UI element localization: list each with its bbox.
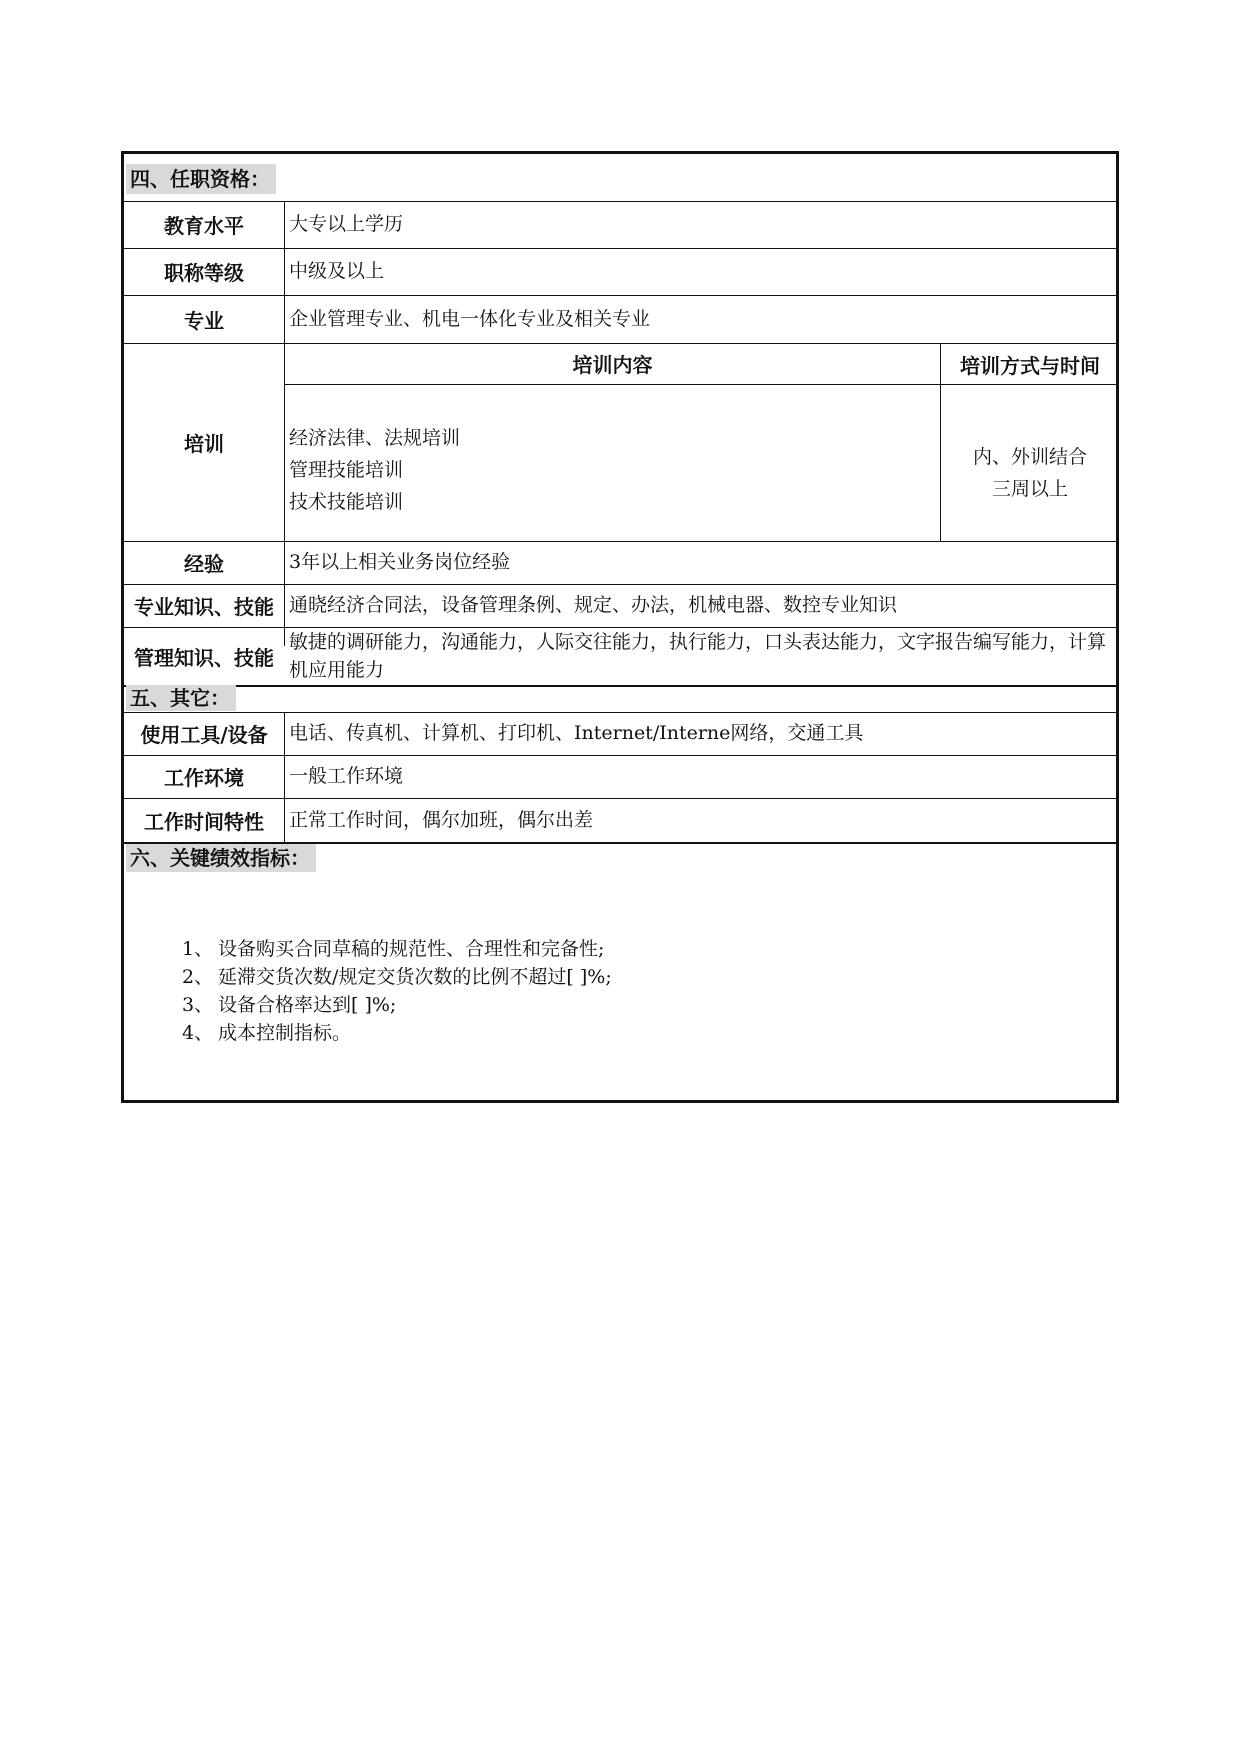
divider bbox=[284, 384, 1116, 385]
kpi-item: 3、 设备合格率达到[ ]%; bbox=[182, 994, 397, 1016]
training-content-header: 培训内容 bbox=[572, 352, 653, 377]
training-mode-header: 培训方式与时间 bbox=[960, 353, 1100, 378]
education-value: 大专以上学历 bbox=[289, 213, 404, 235]
professional-skills-value: 通晓经济合同法，设备管理条例、规定、办法，机械电器、数控专业知识 bbox=[289, 594, 898, 616]
tools-label: 使用工具/设备 bbox=[140, 723, 268, 747]
management-skills-label: 管理知识、技能 bbox=[134, 645, 274, 670]
training-item: 经济法律、法规培训 bbox=[289, 427, 461, 449]
experience-label: 经验 bbox=[184, 552, 224, 576]
kpi-list bbox=[182, 935, 612, 1047]
professional-skills-label: 专业知识、技能 bbox=[134, 595, 274, 619]
job-qualification-table bbox=[121, 151, 1119, 1103]
training-item: 管理技能培训 bbox=[289, 459, 404, 481]
training-label: 培训 bbox=[184, 431, 224, 456]
education-label: 教育水平 bbox=[164, 214, 244, 238]
training-mode-line: 内、外训结合 bbox=[972, 446, 1087, 468]
environment-label: 工作环境 bbox=[164, 766, 244, 790]
experience-value: 3年以上相关业务岗位经验 bbox=[289, 551, 511, 573]
training-mode bbox=[941, 441, 1119, 505]
management-skills-value: 敏捷的调研能力，沟通能力，人际交往能力，执行能力，口头表达能力，文字报告编写能力，计算机应用能力 bbox=[289, 631, 1107, 681]
section-4-title: 四、任职资格： bbox=[126, 164, 276, 194]
section-6-title: 六、关键绩效指标： bbox=[126, 844, 316, 872]
title-level-value: 中级及以上 bbox=[289, 260, 385, 282]
kpi-item: 4、 成本控制指标。 bbox=[182, 1022, 352, 1044]
hours-label: 工作时间特性 bbox=[144, 809, 264, 834]
major-label: 专业 bbox=[184, 308, 224, 333]
column-divider bbox=[284, 712, 285, 842]
training-mode-line: 三周以上 bbox=[991, 478, 1068, 500]
training-item: 技术技能培训 bbox=[289, 491, 404, 513]
kpi-item: 1、 设备购买合同草稿的规范性、合理性和完备性; bbox=[182, 938, 605, 960]
divider bbox=[124, 685, 1116, 687]
tools-value: 电话、传真机、计算机、打印机、Internet/Interne网络，交通工具 bbox=[289, 722, 864, 744]
environment-value: 一般工作环境 bbox=[289, 765, 404, 787]
training-content-list bbox=[289, 422, 460, 518]
kpi-item: 2、 延滞交货次数/规定交货次数的比例不超过[ ]%; bbox=[182, 966, 612, 988]
title-level-label: 职称等级 bbox=[164, 261, 244, 285]
major-value: 企业管理专业、机电一体化专业及相关专业 bbox=[289, 307, 651, 330]
section-5-title: 五、其它： bbox=[126, 685, 236, 711]
hours-value: 正常工作时间，偶尔加班，偶尔出差 bbox=[289, 808, 594, 831]
column-divider bbox=[284, 201, 285, 646]
